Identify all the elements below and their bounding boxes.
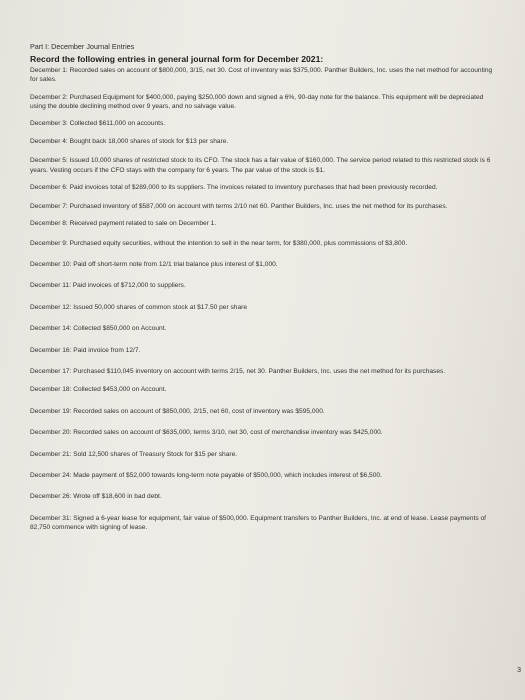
document-content [30,42,500,533]
entry-dec-12: December 12: Issued 50,000 shares of common stock at $17.50 per share [30,303,247,311]
entry-dec-10: December 10: Paid off short-term note from 12/1 trial balance plus interest of $1,000. [30,260,278,268]
page-number: 3 [517,667,521,674]
entry-dec-9: December 9: Purchased equity securities, without the intention to sell in the near term, for $380,000, plus commissions of $3,800. [30,240,408,248]
entry-dec-2: December 2: Purchased Equipment for $400,000, paying $250,000 down and signed a 6%, 90-day note for the balance. This equipment will be depreciated using the double declining method over 9 years, and no salvage value. [30,93,484,111]
entry-dec-11: December 11: Paid invoices of $712,000 to suppliers. [30,282,186,290]
entry-dec-7: December 7: Purchased inventory of $587,000 on account with terms 2/10 net 60. Panther Builders, Inc. uses the net method for its purchases. [30,202,448,210]
entry-dec-31: December 31: Signed a 6-year lease for equipment, fair value of $500,000. Equipment transfers to Panther Builders, Inc. at end of lease. Lease payments of 82,750 commence with signing of lease. [30,514,486,532]
entry-dec-18: December 18: Collected $453,000 on Account. [30,386,167,394]
entry-dec-4: December 4: Bought back 18,000 shares of stock for $13 per share. [30,138,229,146]
entry-dec-14: December 14: Collected $850,000 on Account. [30,325,167,333]
entry-dec-19: December 19: Recorded sales on account of $850,000, 2/15, net 60, cost of inventory was $595,000. [30,407,325,415]
entry-dec-26: December 26: Wrote off $18,600 in bad debt. [30,493,162,501]
entry-dec-5: December 5: Issued 10,000 shares of restricted stock to its CFO. The stock has a fair value of $160,000. The service period related to this restricted stock is 6 years. Vesting occurs if the CFO stays with the company for 6 years. The par value of the stock is $1. [30,157,491,174]
entry-dec-20: December 20: Recorded sales on account of $635,000, terms 3/10, net 30, cost of merchandise inventory was $425,000. [30,429,383,437]
entry-dec-6: December 6: Paid invoices total of $289,000 to its suppliers. The invoices related to inventory purchases that had been previously recorded. [30,184,438,192]
entry-dec-16: December 16: Paid invoice from 12/7. [30,346,141,354]
entry-dec-21: December 21: Sold 12,500 shares of Treasury Stock for $15 per share. [30,450,238,458]
entry-dec-3: December 3: Collected $611,000 on accounts. [30,119,166,127]
part-title: Part I: December Journal Entries [30,42,135,51]
entry-dec-1: December 1: Recorded sales on account of $800,000, 3/15, net 30. Cost of inventory was $375,000. Panther Builders, Inc. uses the net method for accounting for sales. [30,67,493,84]
instructions-heading: Record the following entries in general journal form for December 2021: [30,54,324,64]
entry-dec-17: December 17: Purchased $110,045 inventory on account with terms 2/15, net 30. Panther Builders, Inc. uses the net method for its purchases. [30,367,446,375]
entry-dec-8: December 8: Received payment related to sale on December 1. [30,220,217,228]
entry-dec-24: December 24: Made payment of $52,000 towards long-term note payable of $500,000, which includes interest of $6,500. [30,471,382,479]
